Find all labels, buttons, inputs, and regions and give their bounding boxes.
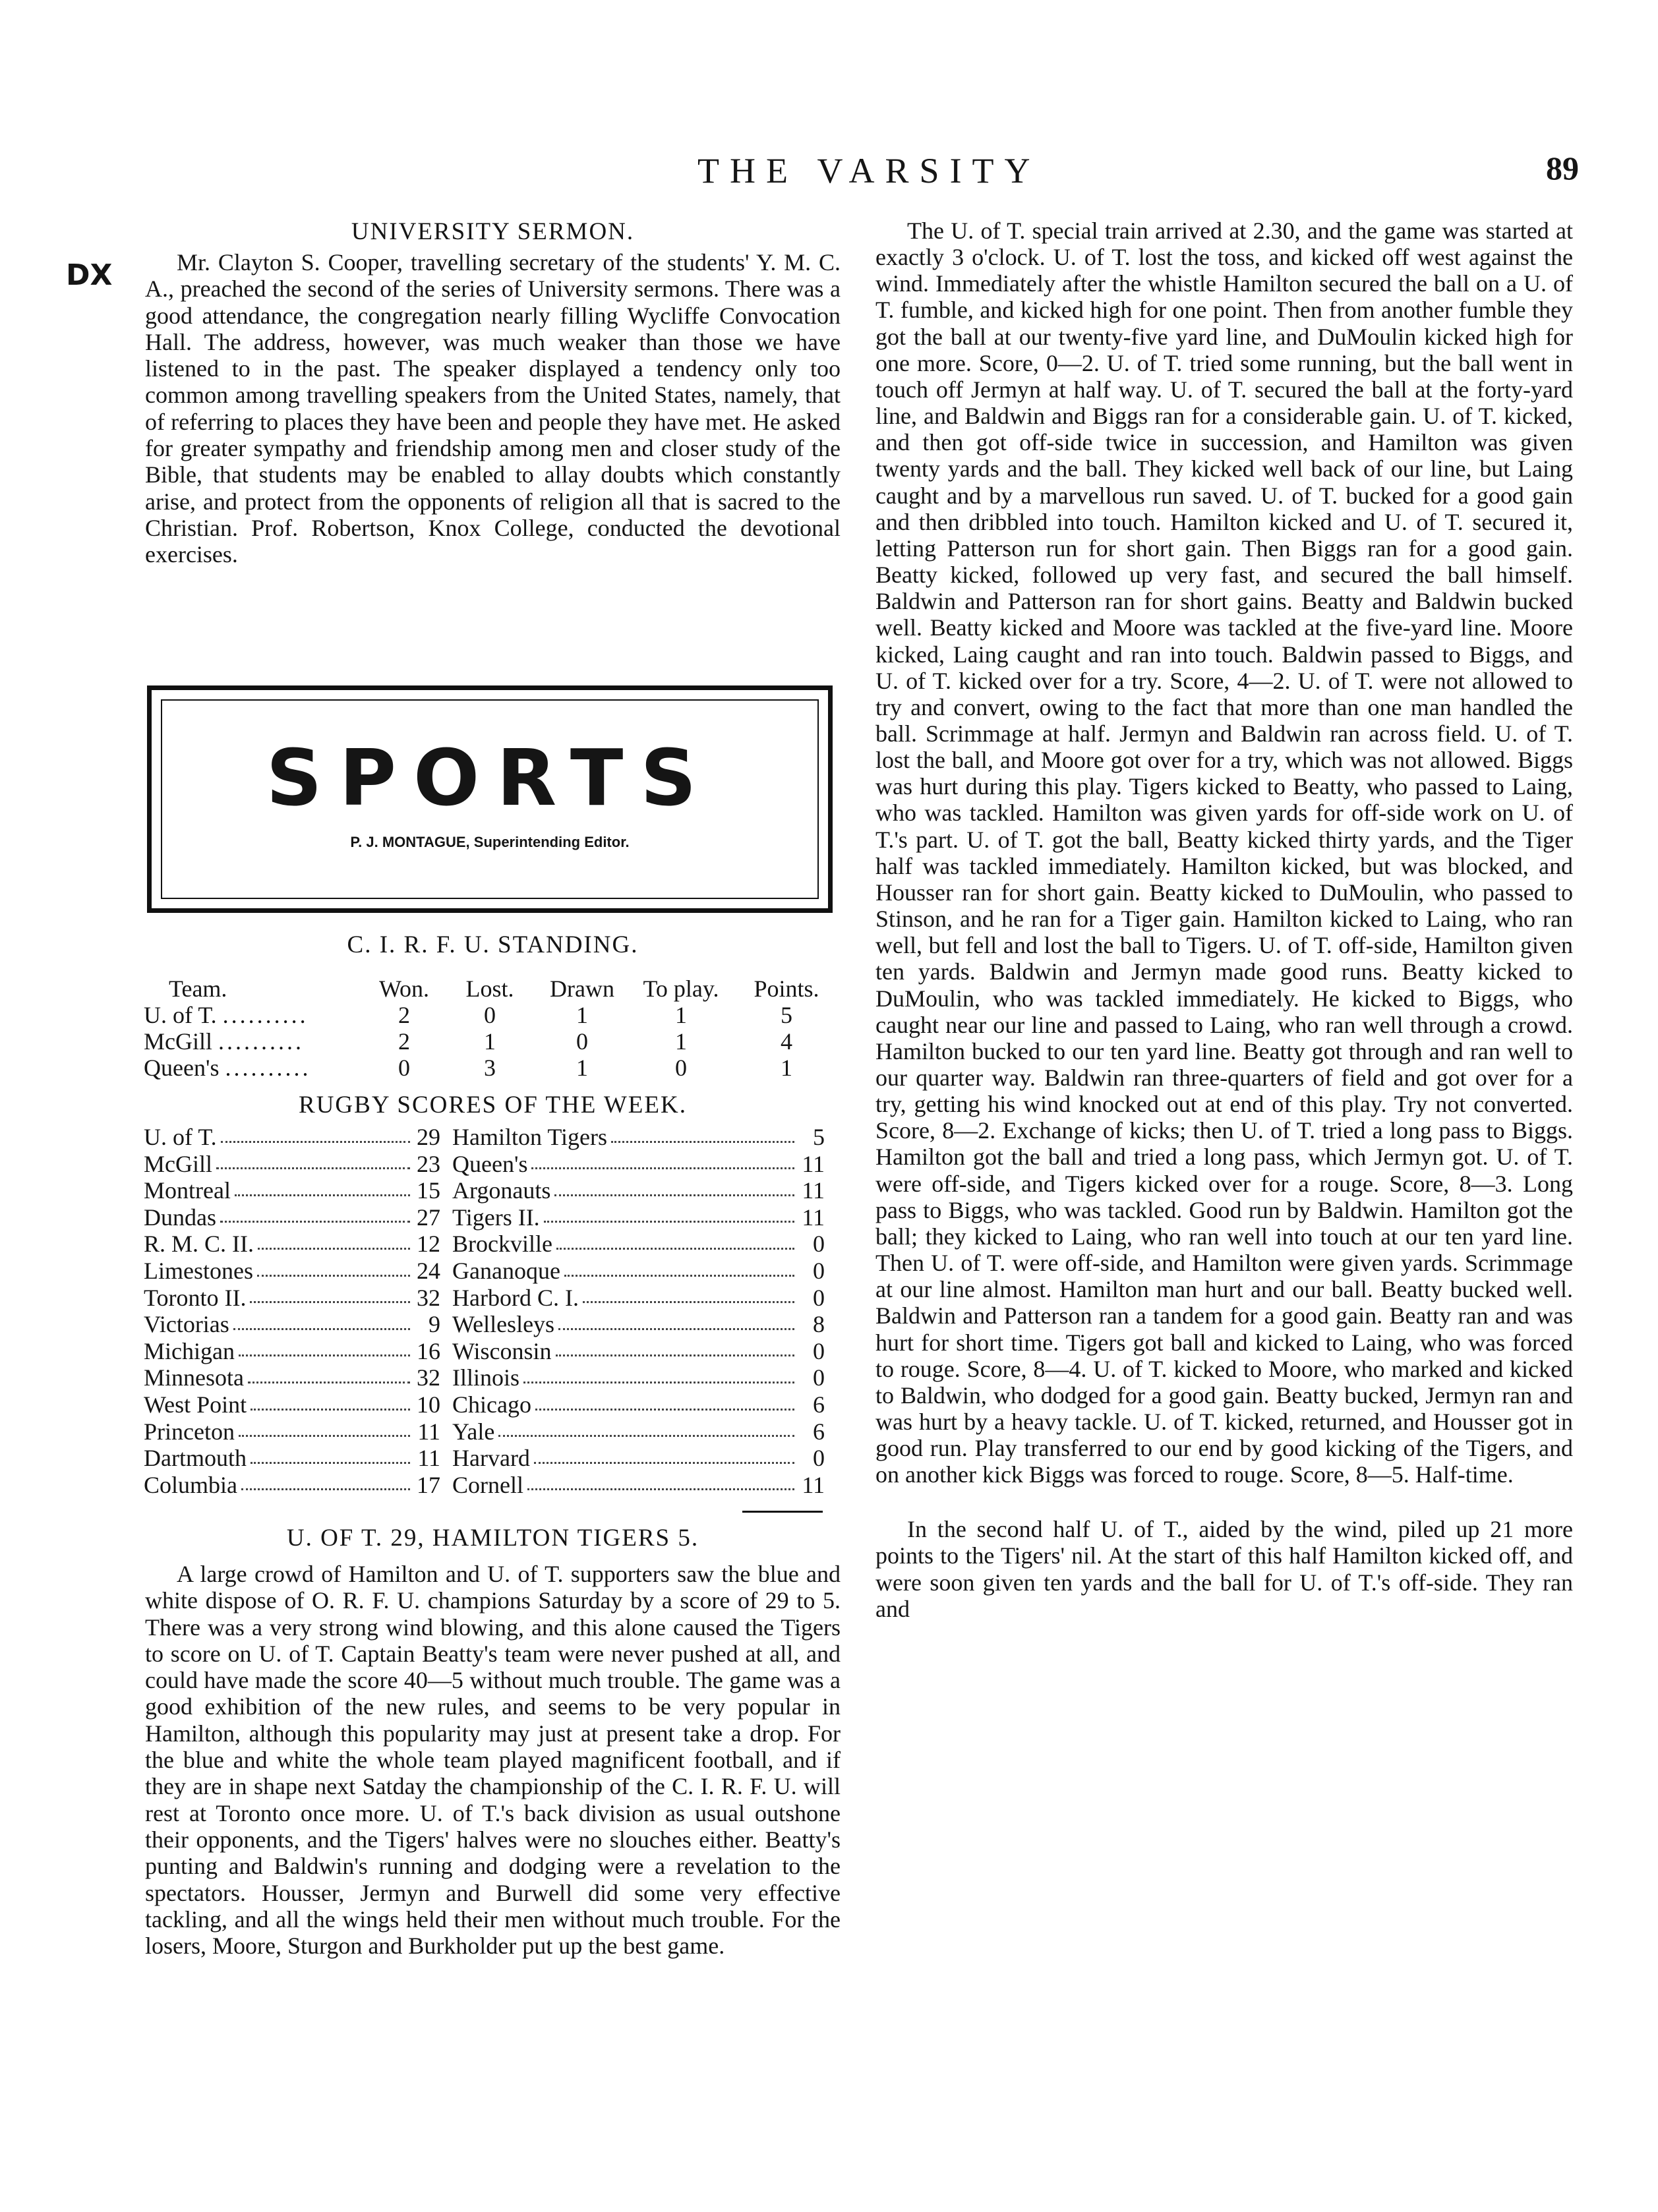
match-report-left [145, 1524, 841, 1959]
losing-team: Brockville [452, 1231, 552, 1258]
points-cell: 1 [781, 1055, 792, 1081]
lost-cell: 3 [484, 1055, 496, 1081]
scores-list [144, 1124, 843, 1498]
losing-team: Harbord C. I. [452, 1284, 579, 1311]
losing-team: Wisconsin [452, 1337, 552, 1364]
winning-team: Princeton [144, 1418, 235, 1445]
match-report-heading: U. OF T. 29, HAMILTON TIGERS 5. [286, 1525, 699, 1552]
score-row [144, 1177, 843, 1204]
losing-team: Tigers II. [452, 1204, 540, 1231]
losing-team: Yale [452, 1418, 495, 1445]
page-number: 89 [1546, 150, 1579, 187]
sermon-text: Mr. Clayton S. Cooper, travelling secretary of the students' Y. M. C. A., preached the second of the series of University sermons. There was a good attendance, the congregation nearly filling Wycliffe Convocation Hall. The address, however, was much weaker than those we have listened to in the past. The speaker displayed a tendency only too common among travelling speakers from the United States, namely, that of referring to places they have been and people they have met. He asked for greater sympathy and friendship among men and closer study of the Bible, that students may be enabled to allay doubts which constantly arise, and protect from the opponents of religion all that is sacred to the Christian. Prof. Robertson, Knox College, conducted the devotional exercises. [145, 249, 841, 568]
winning-score: 11 [417, 1418, 440, 1445]
losing-score: 6 [813, 1391, 825, 1418]
winning-team: Michigan [144, 1337, 235, 1364]
losing-score: 11 [802, 1471, 825, 1498]
sports-section-banner [147, 685, 833, 913]
standing-heading: C. I. R. F. U. STANDING. [347, 931, 639, 958]
winning-score: 9 [429, 1311, 440, 1338]
losing-team: Harvard [452, 1445, 530, 1472]
score-row [144, 1445, 843, 1472]
winning-team: R. M. C. II. [144, 1231, 254, 1258]
winning-score: 15 [417, 1177, 440, 1204]
score-row [144, 1285, 843, 1312]
losing-team: Hamilton Tigers [452, 1124, 608, 1150]
winning-team: Dartmouth [144, 1445, 247, 1472]
winning-score: 23 [417, 1150, 440, 1177]
column-header: Won. [378, 975, 430, 1002]
handwritten-margin-mark: DX [66, 258, 113, 292]
to-play-cell: 1 [675, 1028, 687, 1055]
losing-score: 0 [813, 1364, 825, 1391]
score-row [144, 1151, 843, 1178]
winning-score: 16 [417, 1337, 440, 1364]
losing-team: Argonauts [452, 1177, 551, 1204]
winning-team: U. of T. [144, 1124, 217, 1150]
winning-team: Dundas [144, 1204, 216, 1231]
losing-score: 11 [802, 1204, 825, 1231]
standing-heading-wrap [145, 931, 841, 960]
score-row [144, 1338, 843, 1365]
sermon-section [145, 218, 841, 568]
losing-score: 11 [802, 1177, 825, 1204]
column-header: Points. [754, 975, 819, 1002]
losing-team: Cornell [452, 1471, 523, 1498]
losing-score: 0 [813, 1284, 825, 1311]
running-head: THE VARSITY [697, 151, 1041, 190]
winning-team: Victorias [144, 1311, 229, 1338]
match-report-second-half-text: In the second half U. of T., aided by the wind, piled up 21 more points to the Tigers' nil. At the start of this half Hamilton kicked off, and were soon given ten yards and the ball for U. of T.'s off-side. They ran and [875, 1515, 1573, 1622]
match-report-right [875, 218, 1573, 1623]
match-report-first-half-text: The U. of T. special train arrived at 2.30, and the game was started at exactly 3 o'clock. U. of T. lost the toss, and kicked off west against the wind. Immediately after the whistle Hamilton secured the ball on a U. of T. fumble, and kicked high for one point. Then from another fumble they got the ball at our twenty-five yard line, and DuMoulin kicked high for one more. Score, 0—2. U. of T. tried some running, but the ball went in touch off Jermyn at half way. U. of T. secured the ball at the forty-yard line, and Baldwin and Biggs ran for a considerable gain. U. of T. kicked, and then got off-side twice in succession, and Hamilton was given twenty yards and the ball. They kicked well back of our line, but Laing caught and by a marvellous run saved. U. of T. bucked for a good gain and then dribbled into touch. Hamilton kicked and U. of T. secured it, letting Patterson run for short gain. Then Biggs ran for a good gain. Beatty kicked, followed up very fast, and secured the ball himself. Baldwin and Patterson ran for short gains. Beatty and Baldwin bucked well. Beatty kicked and Moore was tackled at the five-yard line. Moore kicked, Laing caught and ran into touch. Baldwin passed to Biggs, and U. of T. kicked over for a try. Score, 4—2. U. of T. were not allowed to try and convert, owing to the fact that more than one man handled the ball. Scrimmage at half. Jermyn and Baldwin ran across field. U. of T. lost the ball, and Moore got over for a try, which was not allowed. Biggs was hurt during this play. Tigers kicked to Beatty, who passed to Laing, who was tackled. Hamilton was given yards for off-side work on U. of T.'s part. U. of T. got the ball, Beatty kicked thirty yards, and the Tiger half was tackled immediately. Hamilton kicked, but was blocked, and Housser ran for short gain. Beatty kicked to DuMoulin, who passed to Stinson, and he ran for a Tiger gain. Hamilton kicked to Laing, who ran well, but fell and lost the ball to Tigers. U. of T. off-side, Hamilton given ten yards. Baldwin and Jermyn made good runs. Beatty kicked to DuMoulin, who was tackled immediately. He kicked to Biggs, who caught near our line and passed to Laing, who ran well through a crowd. Hamilton bucked to our ten yard line. Beatty got through and ran well to our quarter way. Baldwin ran three-quarters of field and got over for a try, getting his wind knocked out at end of this play. Try not converted. Score, 8—2. Exchange of kicks; then U. of T. tried a long pass to Biggs. Hamilton got the ball and tried a long pass, which Jermyn got. U. of T. were off-side, and Tigers kicked over for a rouge. Score, 8—3. Long pass to Biggs, who was tackled. Good run by Baldwin. Hamilton got the ball; they kicked to Laing, who ran well into touch at our ten yard line. Then U. of T. were off-side, and Hamilton were given yards. Scrimmage at our line almost. Hamilton man hurt and our ball. Beatty bucked well. Baldwin and Patterson ran a tandem for a good gain. Beatty ran and was hurt for short time. Tigers got ball and kicked to Laing, who was forced to rouge. Score, 8—4. U. of T. kicked to Moore, who marked and kicked to Baldwin, who dodged for a good gain. Beatty bucked, Jermyn ran and was hurt by a heavy tackle. U. of T. kicked, returned, and Housser got in good run. Play transferred to our end by good kicking of the Tigers, and on another kick Biggs was forced to rouge. Score, 8—5. Half-time. [875, 218, 1573, 1488]
losing-score: 0 [813, 1257, 825, 1284]
losing-score: 0 [813, 1337, 825, 1364]
winning-team: Limestones [144, 1257, 253, 1284]
column-header: To play. [643, 975, 719, 1002]
winning-score: 29 [417, 1124, 440, 1150]
scores-end-rule [742, 1511, 823, 1513]
winning-team: West Point [144, 1391, 247, 1418]
score-row [144, 1124, 843, 1151]
drawn-cell: 1 [576, 1055, 588, 1081]
won-cell: 0 [398, 1055, 410, 1081]
winning-team: Columbia [144, 1471, 237, 1498]
standings-header-row [144, 975, 843, 1002]
won-cell: 2 [398, 1002, 410, 1028]
score-row [144, 1418, 843, 1445]
to-play-cell: 0 [675, 1055, 687, 1081]
losing-team: Queen's [452, 1150, 528, 1177]
team-name: U. of T. .......... [144, 1002, 309, 1028]
winning-score: 32 [417, 1284, 440, 1311]
table-row [144, 1028, 843, 1055]
team-name: McGill .......... [144, 1028, 304, 1055]
score-row [144, 1311, 843, 1338]
sermon-heading: UNIVERSITY SERMON. [351, 218, 635, 245]
winning-score: 27 [417, 1204, 440, 1231]
winning-score: 17 [417, 1471, 440, 1498]
losing-score: 0 [813, 1231, 825, 1258]
team-name: Queen's .......... [144, 1055, 311, 1081]
winning-score: 12 [417, 1231, 440, 1258]
scores-heading: RUGBY SCORES OF THE WEEK. [299, 1091, 687, 1119]
lost-cell: 0 [484, 1002, 496, 1028]
winning-score: 24 [417, 1257, 440, 1284]
standings-table [144, 975, 843, 1081]
drawn-cell: 1 [576, 1002, 588, 1028]
score-row [144, 1364, 843, 1391]
table-row [144, 1002, 843, 1028]
match-report-left-text: A large crowd of Hamilton and U. of T. supporters saw the blue and white dispose of O. R. F. U. champions Saturday by a score of 29 to 5. There was a very strong wind blowing, and this alone caused the Tigers to score on U. of T. Captain Beatty's team were never pushed at all, and could have made the score 40—5 without much trouble. The game was a good exhibition of the new rules, and seems to be very popular in Hamilton, although this popularity may just at present take a drop. For the blue and white the whole team played magnificent football, and if they are in shape next Satday the championship of the C. I. R. F. U. will rest at Toronto once more. U. of T.'s back division as usual outshone their opponents, and the Tigers' halves were no slouches either. Beatty's punting and Baldwin's running and dodging were a revelation to the spectators. Housser, Jermyn and Burwell did some very effective tackling, and all the wings held their men without much trouble. For the losers, Moore, Sturgon and Burkholder put up the best game. [145, 1561, 841, 1960]
score-row [144, 1472, 843, 1499]
sports-title: SPORTS [266, 732, 714, 823]
column-header: Lost. [465, 975, 514, 1002]
scores-heading-wrap [145, 1091, 841, 1120]
score-row [144, 1231, 843, 1258]
losing-team: Wellesleys [452, 1311, 555, 1338]
winning-team: Toronto II. [144, 1284, 247, 1311]
winning-score: 32 [417, 1364, 440, 1391]
winning-score: 11 [417, 1445, 440, 1472]
column-header: Drawn [550, 975, 614, 1002]
points-cell: 5 [781, 1002, 792, 1028]
score-row [144, 1258, 843, 1285]
sports-editor-credit: P. J. MONTAGUE, Superintending Editor. [350, 834, 630, 850]
score-row [144, 1204, 843, 1231]
points-cell: 4 [781, 1028, 792, 1055]
losing-score: 0 [813, 1445, 825, 1472]
losing-score: 6 [813, 1418, 825, 1445]
winning-team: McGill [144, 1150, 212, 1177]
score-row [144, 1391, 843, 1418]
drawn-cell: 0 [576, 1028, 588, 1055]
losing-team: Chicago [452, 1391, 531, 1418]
column-header: Team. [169, 975, 227, 1002]
losing-score: 5 [813, 1124, 825, 1150]
losing-score: 11 [802, 1150, 825, 1177]
to-play-cell: 1 [675, 1002, 687, 1028]
winning-team: Montreal [144, 1177, 231, 1204]
losing-team: Gananoque [452, 1257, 560, 1284]
winning-team: Minnesota [144, 1364, 244, 1391]
table-row [144, 1055, 843, 1081]
winning-score: 10 [417, 1391, 440, 1418]
lost-cell: 1 [484, 1028, 496, 1055]
losing-score: 8 [813, 1311, 825, 1338]
won-cell: 2 [398, 1028, 410, 1055]
losing-team: Illinois [452, 1364, 520, 1391]
